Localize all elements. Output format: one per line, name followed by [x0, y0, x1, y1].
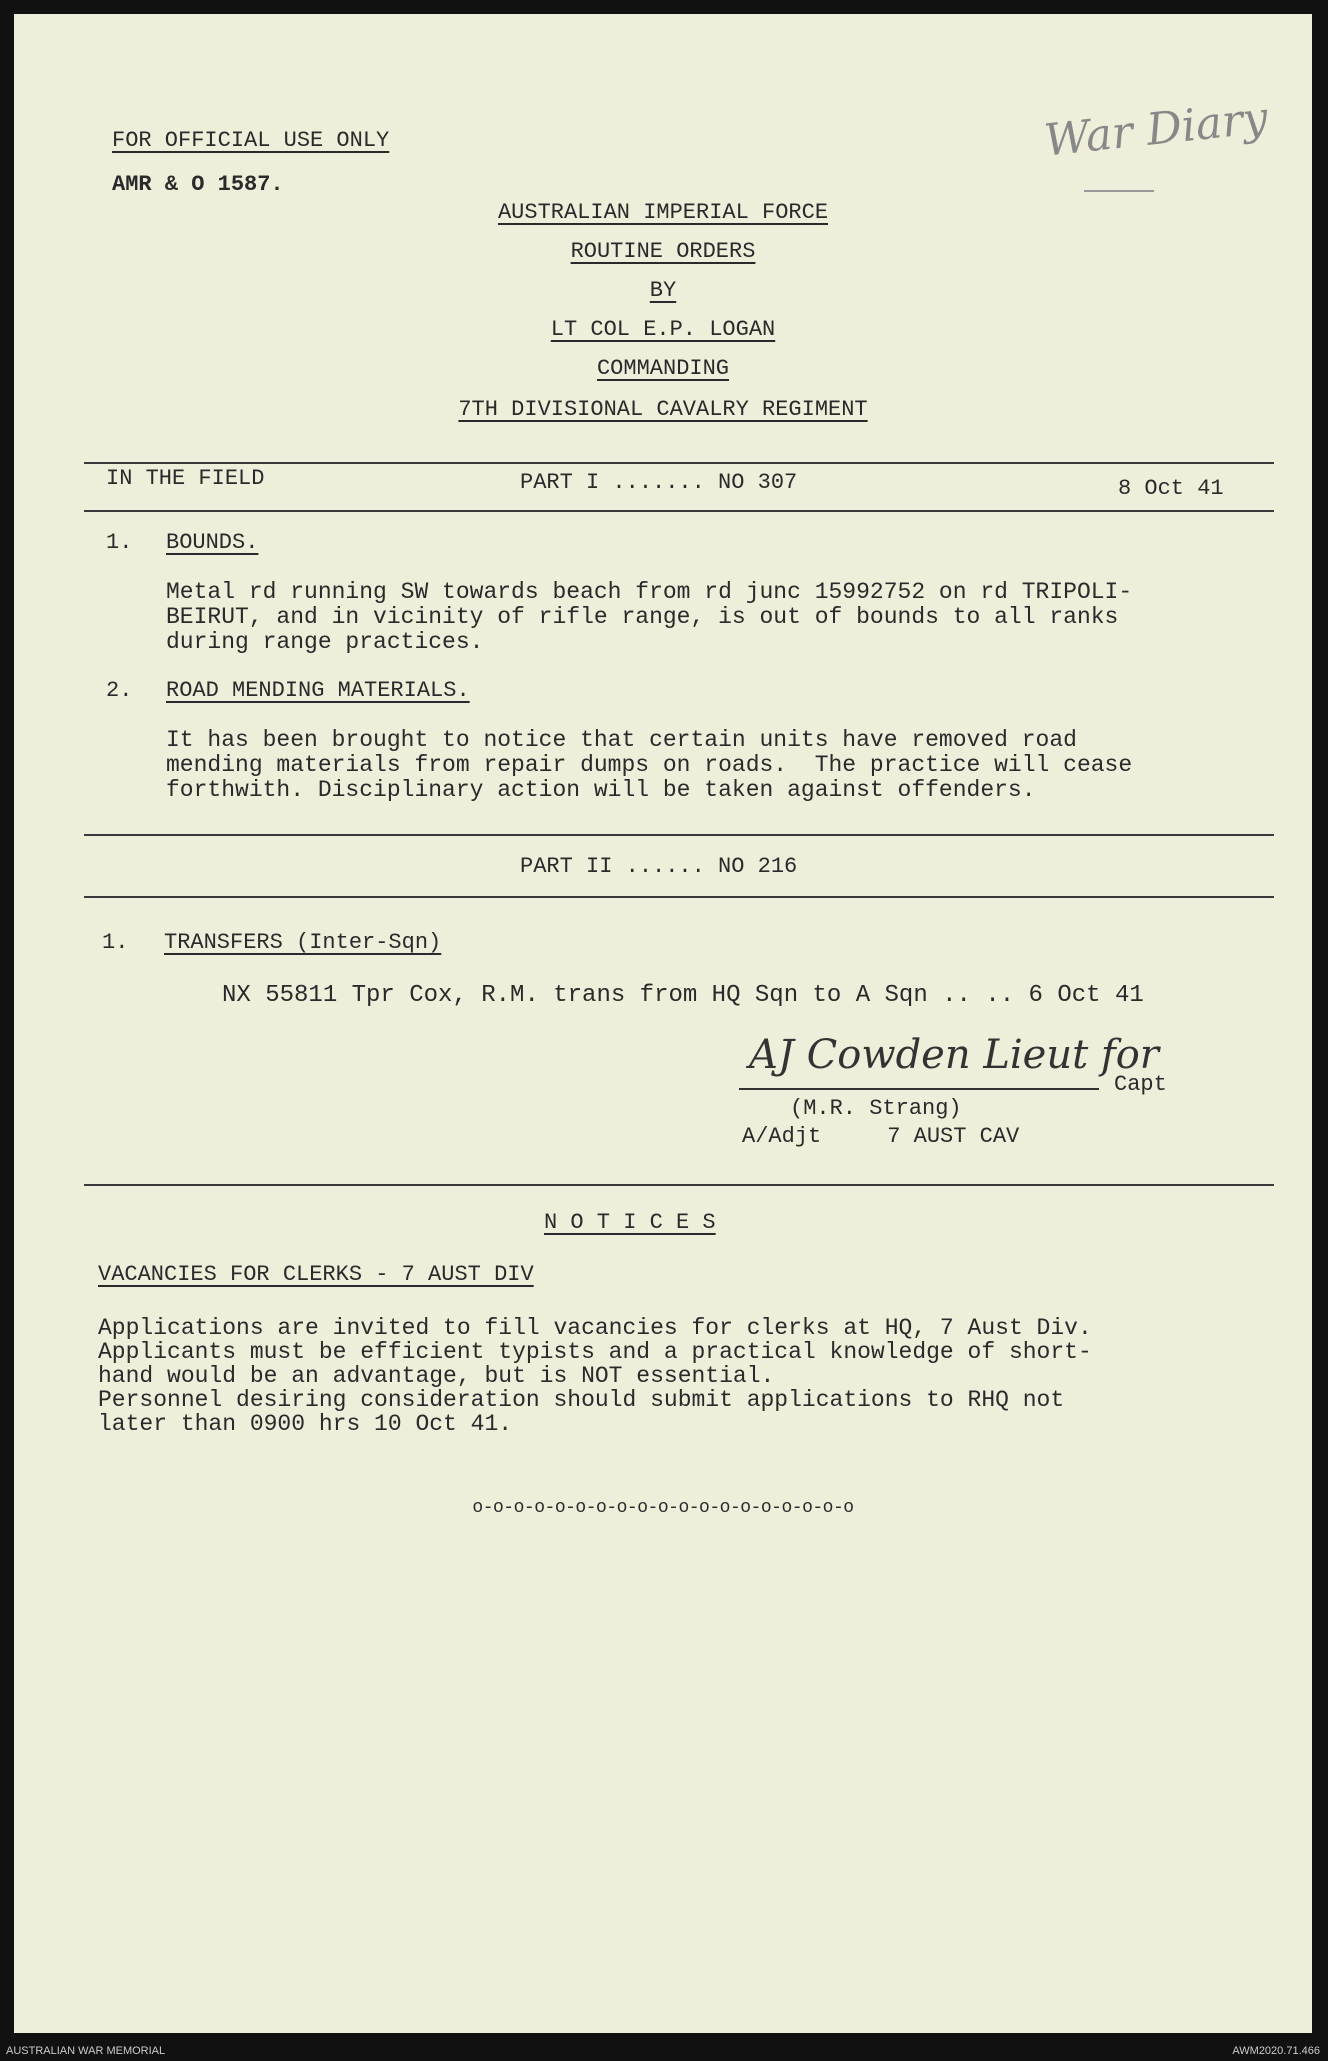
rule-part1-bottom [84, 510, 1274, 512]
reference-number: AMR & O 1587. [112, 172, 284, 197]
signature-line [739, 1088, 1099, 1090]
notices-title: N O T I C E S [544, 1210, 716, 1235]
signature-name: (M.R. Strang) [790, 1096, 962, 1121]
location-label: IN THE FIELD [106, 466, 265, 491]
notice-body: Applications are invited to fill vacancies for clerks at HQ, 7 Aust Div. Applicants must be efficient typists and a practical knowledge of short- hand would be an advantage, but is NOT essential. Personnel desiring consideration should submit applications to RHQ not later than 0900 hrs 10 Oct 41. [98, 1315, 1092, 1437]
item-number: 2. [106, 678, 133, 703]
document-page [14, 14, 1312, 2033]
part1-label: PART I ....... NO 307 [520, 470, 798, 495]
title-line-1: AUSTRALIAN IMPERIAL FORCE [497, 200, 829, 225]
title-line-2: ROUTINE ORDERS [570, 239, 756, 264]
footer-archive-name: AUSTRALIAN WAR MEMORIAL [6, 2045, 166, 2057]
item-body-road-mending: It has been brought to notice that certain units have removed road mending materials from repair dumps on roads. The practice will cease forthwith. Disciplinary action will be taken against offenders. [166, 727, 1133, 803]
title-line-5: COMMANDING [596, 356, 730, 381]
official-use-label: FOR OFFICIAL USE ONLY [112, 128, 390, 153]
pencil-underline [1084, 190, 1154, 192]
handwritten-signature: AJ Cowden Lieut for [749, 1032, 1159, 1078]
rule-notices [84, 1184, 1274, 1186]
war-diary-annotation: War Diary [1041, 92, 1271, 167]
signature-rank: Capt [1114, 1072, 1167, 1097]
item-heading-road-mending: ROAD MENDING MATERIALS. [166, 678, 470, 703]
part1-date: 8 Oct 41 [1118, 476, 1224, 501]
notice-heading: VACANCIES FOR CLERKS - 7 AUST DIV [98, 1262, 534, 1287]
part2-label: PART II ...... NO 216 [520, 854, 798, 879]
item-body-transfers: NX 55811 Tpr Cox, R.M. trans from HQ Sqn to A Sqn .. .. 6 Oct 41 [222, 982, 1144, 1009]
end-marker: o-o-o-o-o-o-o-o-o-o-o-o-o-o-o-o-o-o-o [472, 1498, 854, 1518]
item-number: 1. [102, 930, 129, 955]
rule-part2-top [84, 834, 1274, 836]
signature-appointment: A/Adjt 7 AUST CAV [742, 1124, 1020, 1149]
rule-part2-bottom [84, 896, 1274, 898]
item-number: 1. [106, 530, 133, 555]
item-body-bounds: Metal rd running SW towards beach from rd junc 15992752 on rd TRIPOLI- BEIRUT, and in vicinity of rifle range, is out of bounds to all ranks during range practices. [166, 579, 1133, 655]
rule-part1-top [84, 462, 1274, 464]
title-line-4: LT COL E.P. LOGAN [550, 317, 776, 342]
title-line-3: BY [649, 278, 677, 303]
footer-accession-number: AWM2020.71.466 [1232, 2045, 1320, 2057]
item-heading-bounds: BOUNDS. [166, 530, 259, 555]
title-line-6: 7TH DIVISIONAL CAVALRY REGIMENT [458, 397, 868, 422]
item-heading-transfers: TRANSFERS (Inter-Sqn) [164, 930, 442, 955]
